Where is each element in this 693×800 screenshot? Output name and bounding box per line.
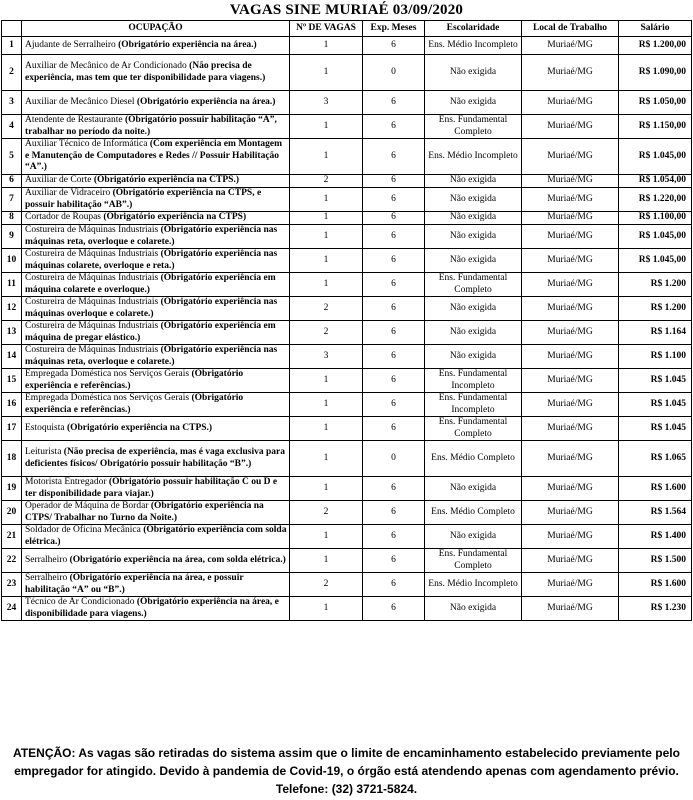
workplace-cell: Muriaé/MG	[522, 573, 619, 597]
table-row	[2, 441, 692, 477]
header-vacancies: Nº DE VAGAS	[290, 21, 363, 37]
row-number: 17	[2, 417, 22, 441]
vacancies-cell: 1	[290, 212, 363, 225]
occupation-requirement: (Obrigatório experiência na área, e possuir habilitação “A” ou “B”.)	[25, 573, 244, 595]
occupation-title: Auxiliar Técnico de Informática	[25, 139, 148, 150]
experience-cell: 6	[363, 369, 425, 393]
experience-cell: 0	[363, 441, 425, 477]
vacancies-cell: 1	[290, 225, 363, 249]
workplace-cell: Muriaé/MG	[522, 441, 619, 477]
row-number: 21	[2, 525, 22, 549]
workplace-cell: Muriaé/MG	[522, 525, 619, 549]
experience-cell: 6	[363, 273, 425, 297]
workplace-cell: Muriaé/MG	[522, 393, 619, 417]
education-cell: Não exigida	[425, 55, 522, 91]
occupation-title: Auxiliar de Vidraceiro	[25, 188, 111, 198]
occupation-title: Auxiliar de Mecânico de Ar Condicionado	[25, 61, 187, 71]
row-number: 22	[2, 549, 22, 573]
header-occupation: OCUPAÇÃO	[22, 21, 290, 37]
header-workplace: Local de Trabalho	[522, 21, 619, 37]
salary-cell: R$ 1.200	[619, 273, 692, 297]
education-cell: Não exigida	[425, 477, 522, 501]
table-row	[2, 297, 692, 321]
occupation-title: Costureira de Máquinas Industriais	[25, 297, 159, 307]
education-cell: Ens. Fundamental Completo	[425, 549, 522, 573]
occupation-requirement: (Obrigatório experiência em máquina colarete e overloque.)	[25, 273, 276, 295]
occupation-title: Ajudante de Serralheiro	[25, 39, 116, 50]
table-row	[2, 188, 692, 212]
occupation-cell	[22, 393, 290, 417]
salary-cell: R$ 1.164	[619, 321, 692, 345]
occupation-requirement: (Obrigatório experiência nas máquinas overloque e colarete.)	[25, 297, 278, 319]
footer-line-2: empregador for atingido. Devido à pandemia de Covid-19, o órgão está atendendo apenas com agendamento prévio.	[14, 764, 679, 778]
vacancies-cell: 1	[290, 249, 363, 273]
salary-cell: R$ 1.200	[619, 297, 692, 321]
occupation-cell	[22, 297, 290, 321]
vacancies-cell: 1	[290, 549, 363, 573]
occupation-requirement: (Obrigatório experiência na área.)	[136, 96, 276, 107]
workplace-cell: Muriaé/MG	[522, 477, 619, 501]
table-row	[2, 369, 692, 393]
occupation-requirement: (Obrigatório experiência em máquina de pregar elástico.)	[25, 321, 276, 343]
education-cell: Não exigida	[425, 597, 522, 621]
row-number: 10	[2, 249, 22, 273]
education-cell: Ens. Médio Completo	[425, 441, 522, 477]
workplace-cell: Muriaé/MG	[522, 188, 619, 212]
occupation-title: Serralheiro	[25, 573, 68, 583]
occupation-requirement: (Obrigatório experiência na área, e disponibilidade para viagens.)	[25, 597, 279, 619]
education-cell: Ens. Fundamental Incompleto	[425, 369, 522, 393]
occupation-cell	[22, 345, 290, 369]
salary-cell: R$ 1.050,00	[619, 91, 692, 115]
row-number: 4	[2, 115, 22, 139]
occupation-title: Auxiliar de Mecânico Diesel	[25, 96, 135, 107]
occupation-requirement: (Com experiência em Montagem e Manutenção de Computadores e Redes // Possuir Habilitação “A”.)	[25, 139, 283, 173]
vacancies-cell: 1	[290, 273, 363, 297]
occupation-title: Costureira de Máquinas Industriais	[25, 345, 159, 355]
occupation-cell	[22, 225, 290, 249]
workplace-cell: Muriaé/MG	[522, 549, 619, 573]
workplace-cell: Muriaé/MG	[522, 501, 619, 525]
row-number: 1	[2, 37, 22, 55]
row-number: 18	[2, 441, 22, 477]
occupation-title: Costureira de Máquinas Industriais	[25, 321, 159, 331]
table-row	[2, 345, 692, 369]
salary-cell: R$ 1.065	[619, 441, 692, 477]
occupation-requirement: (Obrigatório experiência na CTPS, e possuir habilitação “AB”.)	[25, 188, 262, 210]
occupation-cell	[22, 91, 290, 115]
salary-cell: R$ 1.564	[619, 501, 692, 525]
salary-cell: R$ 1.045	[619, 417, 692, 441]
occupation-requirement: (Obrigatório experiência na CTPS/ Trabalhar no Turno da Noite.)	[25, 501, 264, 523]
occupation-cell	[22, 501, 290, 525]
row-number: 19	[2, 477, 22, 501]
experience-cell: 6	[363, 225, 425, 249]
education-cell: Ens. Médio Incompleto	[425, 573, 522, 597]
row-number: 2	[2, 55, 22, 91]
experience-cell: 6	[363, 321, 425, 345]
experience-cell: 6	[363, 597, 425, 621]
salary-cell: R$ 1.200,00	[619, 37, 692, 55]
salary-cell: R$ 1.045	[619, 369, 692, 393]
table-row	[2, 321, 692, 345]
table-row	[2, 477, 692, 501]
occupation-requirement: (Obrigatório experiência na CTPS)	[103, 212, 247, 223]
occupation-title: Soldador de Oficina Mecânica	[25, 525, 141, 535]
vacancies-cell: 2	[290, 573, 363, 597]
occupation-title: Costureira de Máquinas Industriais	[25, 225, 159, 235]
education-cell: Ens. Fundamental Completo	[425, 417, 522, 441]
vacancies-cell: 1	[290, 369, 363, 393]
table-row	[2, 55, 692, 91]
salary-cell: R$ 1.045,00	[619, 139, 692, 175]
occupation-requirement: (Obrigatório experiência na área, com solda elétrica.)	[69, 554, 286, 565]
experience-cell: 6	[363, 417, 425, 441]
workplace-cell: Muriaé/MG	[522, 417, 619, 441]
education-cell: Não exigida	[425, 297, 522, 321]
occupation-cell	[22, 37, 290, 55]
occupation-title: Técnico de Ar Condicionado	[25, 597, 135, 607]
vacancies-cell: 1	[290, 393, 363, 417]
row-number: 7	[2, 188, 22, 212]
occupation-requirement: (Obrigatório experiência nas máquinas reta, overloque e colarete.)	[25, 225, 278, 247]
workplace-cell: Muriaé/MG	[522, 91, 619, 115]
experience-cell: 6	[363, 188, 425, 212]
table-row	[2, 212, 692, 225]
experience-cell: 6	[363, 345, 425, 369]
occupation-title: Empregada Doméstica nos Serviços Gerais	[25, 369, 190, 379]
occupation-cell	[22, 597, 290, 621]
table-row	[2, 501, 692, 525]
header-row	[2, 21, 692, 37]
experience-cell: 6	[363, 37, 425, 55]
table-row	[2, 273, 692, 297]
occupation-cell	[22, 188, 290, 212]
vacancies-cell: 1	[290, 115, 363, 139]
workplace-cell: Muriaé/MG	[522, 297, 619, 321]
row-number: 20	[2, 501, 22, 525]
workplace-cell: Muriaé/MG	[522, 212, 619, 225]
vacancies-cell: 2	[290, 175, 363, 188]
occupation-cell	[22, 321, 290, 345]
occupation-title: Empregada Doméstica nos Serviços Gerais	[25, 393, 190, 403]
occupation-title: Cortador de Roupas	[25, 212, 101, 223]
occupation-requirement: (Obrigatório experiência nas máquinas colarete, overloque e reta.)	[25, 249, 278, 271]
occupation-requirement: (Obrigatório experiência nas máquinas reta, overloque e colarete.)	[25, 345, 278, 367]
table-row	[2, 249, 692, 273]
vacancies-cell: 1	[290, 139, 363, 175]
salary-cell: R$ 1.150,00	[619, 115, 692, 139]
salary-cell: R$ 1.090,00	[619, 55, 692, 91]
salary-cell: R$ 1.600	[619, 477, 692, 501]
footer-notice	[0, 744, 693, 798]
experience-cell: 6	[363, 297, 425, 321]
salary-cell: R$ 1.100	[619, 345, 692, 369]
workplace-cell: Muriaé/MG	[522, 273, 619, 297]
occupation-title: Auxiliar de Corte	[25, 175, 92, 186]
row-number: 23	[2, 573, 22, 597]
row-number: 14	[2, 345, 22, 369]
workplace-cell: Muriaé/MG	[522, 55, 619, 91]
salary-cell: R$ 1.500	[619, 549, 692, 573]
page-title: VAGAS SINE MURIAÉ 03/09/2020	[229, 2, 464, 18]
occupation-requirement: (Obrigatório experiência com solda elétrica.)	[25, 525, 287, 547]
occupation-cell	[22, 273, 290, 297]
salary-cell: R$ 1.230	[619, 597, 692, 621]
workplace-cell: Muriaé/MG	[522, 249, 619, 273]
workplace-cell: Muriaé/MG	[522, 369, 619, 393]
occupation-cell	[22, 55, 290, 91]
education-cell: Ens. Médio Incompleto	[425, 37, 522, 55]
vacancies-cell: 3	[290, 345, 363, 369]
education-cell: Não exigida	[425, 175, 522, 188]
vacancies-cell: 1	[290, 525, 363, 549]
vacancies-table	[1, 20, 692, 621]
education-cell: Não exigida	[425, 525, 522, 549]
experience-cell: 6	[363, 175, 425, 188]
occupation-title: Atendente de Restaurante	[25, 115, 123, 125]
occupation-title: Estoquista	[25, 422, 65, 433]
workplace-cell: Muriaé/MG	[522, 139, 619, 175]
salary-cell: R$ 1.045	[619, 393, 692, 417]
workplace-cell: Muriaé/MG	[522, 225, 619, 249]
table-row	[2, 525, 692, 549]
experience-cell: 6	[363, 477, 425, 501]
row-number: 16	[2, 393, 22, 417]
row-number: 8	[2, 212, 22, 225]
vacancies-cell: 2	[290, 321, 363, 345]
workplace-cell: Muriaé/MG	[522, 37, 619, 55]
table-row	[2, 417, 692, 441]
experience-cell: 6	[363, 212, 425, 225]
education-cell: Ens. Médio Completo	[425, 501, 522, 525]
occupation-cell	[22, 212, 290, 225]
row-number: 3	[2, 91, 22, 115]
occupation-requirement: (Não precisa de experiência, mas é vaga exclusiva para deficientes físicos/ Obrigatório possuir habilitação “B”.)	[25, 447, 285, 469]
occupation-cell	[22, 249, 290, 273]
table-row	[2, 115, 692, 139]
vacancies-cell: 1	[290, 441, 363, 477]
occupation-cell	[22, 441, 290, 477]
occupation-cell	[22, 417, 290, 441]
workplace-cell: Muriaé/MG	[522, 115, 619, 139]
occupation-cell	[22, 369, 290, 393]
salary-cell: R$ 1.400	[619, 525, 692, 549]
occupation-requirement: (Obrigatório experiência na CTPS.)	[93, 175, 239, 186]
table-row	[2, 597, 692, 621]
vacancies-cell: 1	[290, 417, 363, 441]
vacancies-cell: 1	[290, 37, 363, 55]
occupation-cell	[22, 477, 290, 501]
experience-cell: 6	[363, 139, 425, 175]
occupation-requirement: (Obrigatório possuir habilitação C ou D e ter disponibilidade para viajar.)	[25, 477, 278, 499]
occupation-requirement: (Obrigatório experiência e referências.)	[25, 393, 244, 415]
row-number: 15	[2, 369, 22, 393]
footer-phone: Telefone: (32) 3721-5824.	[275, 782, 418, 796]
vacancies-cell: 1	[290, 597, 363, 621]
salary-cell: R$ 1.045,00	[619, 249, 692, 273]
experience-cell: 6	[363, 393, 425, 417]
table-row	[2, 139, 692, 175]
table-row	[2, 175, 692, 188]
workplace-cell: Muriaé/MG	[522, 321, 619, 345]
footer-line-1: ATENÇÃO: As vagas são retiradas do sistema assim que o limite de encaminhamento estabelecido previamente pelo	[13, 746, 680, 760]
vacancies-cell: 1	[290, 188, 363, 212]
experience-cell: 6	[363, 249, 425, 273]
occupation-cell	[22, 115, 290, 139]
row-number: 6	[2, 175, 22, 188]
vacancies-cell: 2	[290, 501, 363, 525]
education-cell: Não exigida	[425, 345, 522, 369]
workplace-cell: Muriaé/MG	[522, 345, 619, 369]
education-cell: Não exigida	[425, 212, 522, 225]
table-row	[2, 549, 692, 573]
table-row	[2, 573, 692, 597]
experience-cell: 0	[363, 55, 425, 91]
vacancies-cell: 1	[290, 55, 363, 91]
workplace-cell: Muriaé/MG	[522, 597, 619, 621]
occupation-title: Motorista Entregador	[25, 477, 107, 487]
occupation-cell	[22, 573, 290, 597]
occupation-requirement: (Obrigatório experiência na área.)	[118, 39, 257, 50]
row-number: 13	[2, 321, 22, 345]
row-number: 5	[2, 139, 22, 175]
vacancies-cell: 2	[290, 297, 363, 321]
occupation-cell	[22, 525, 290, 549]
table-row	[2, 37, 692, 55]
experience-cell: 6	[363, 91, 425, 115]
education-cell: Ens. Fundamental Completo	[425, 115, 522, 139]
salary-cell: R$ 1.054,00	[619, 175, 692, 188]
experience-cell: 6	[363, 549, 425, 573]
experience-cell: 6	[363, 115, 425, 139]
row-number: 11	[2, 273, 22, 297]
table-row	[2, 393, 692, 417]
occupation-title: Costureira de Máquinas Industriais	[25, 249, 159, 259]
education-cell: Não exigida	[425, 91, 522, 115]
education-cell: Ens. Médio Incompleto	[425, 139, 522, 175]
header-index	[2, 21, 22, 37]
salary-cell: R$ 1.045,00	[619, 225, 692, 249]
table-row	[2, 225, 692, 249]
vacancies-cell: 1	[290, 477, 363, 501]
header-education: Escolaridade	[425, 21, 522, 37]
occupation-title: Serralheiro	[25, 554, 68, 565]
occupation-title: Costureira de Máquinas Industriais	[25, 273, 159, 283]
education-cell: Não exigida	[425, 249, 522, 273]
occupation-title: Leiturista	[25, 447, 62, 457]
education-cell: Não exigida	[425, 225, 522, 249]
experience-cell: 6	[363, 573, 425, 597]
salary-cell: R$ 1.100,00	[619, 212, 692, 225]
education-cell: Não exigida	[425, 188, 522, 212]
occupation-title: Operador de Máquina de Bordar	[25, 501, 149, 511]
occupation-requirement: (Obrigatório experiência na CTPS.)	[66, 422, 213, 433]
salary-cell: R$ 1.600	[619, 573, 692, 597]
experience-cell: 6	[363, 525, 425, 549]
occupation-requirement: (Obrigatório experiência e referências.)	[25, 369, 244, 391]
header-salary: Salário	[619, 21, 692, 37]
experience-cell: 6	[363, 501, 425, 525]
row-number: 24	[2, 597, 22, 621]
table-row	[2, 91, 692, 115]
workplace-cell: Muriaé/MG	[522, 175, 619, 188]
occupation-requirement: (Não precisa de experiência, mas tem que ter disponibilidade para viagens.)	[25, 61, 266, 83]
vacancies-cell: 3	[290, 91, 363, 115]
occupation-cell	[22, 549, 290, 573]
education-cell: Ens. Fundamental Incompleto	[425, 393, 522, 417]
row-number: 12	[2, 297, 22, 321]
occupation-requirement: (Obrigatório possuir habilitação “A”, trabalhar no período da noite.)	[25, 115, 277, 137]
row-number: 9	[2, 225, 22, 249]
salary-cell: R$ 1.220,00	[619, 188, 692, 212]
occupation-cell	[22, 139, 290, 175]
education-cell: Ens. Fundamental Completo	[425, 273, 522, 297]
header-experience: Exp. Meses	[363, 21, 425, 37]
occupation-cell	[22, 175, 290, 188]
education-cell: Não exigida	[425, 321, 522, 345]
